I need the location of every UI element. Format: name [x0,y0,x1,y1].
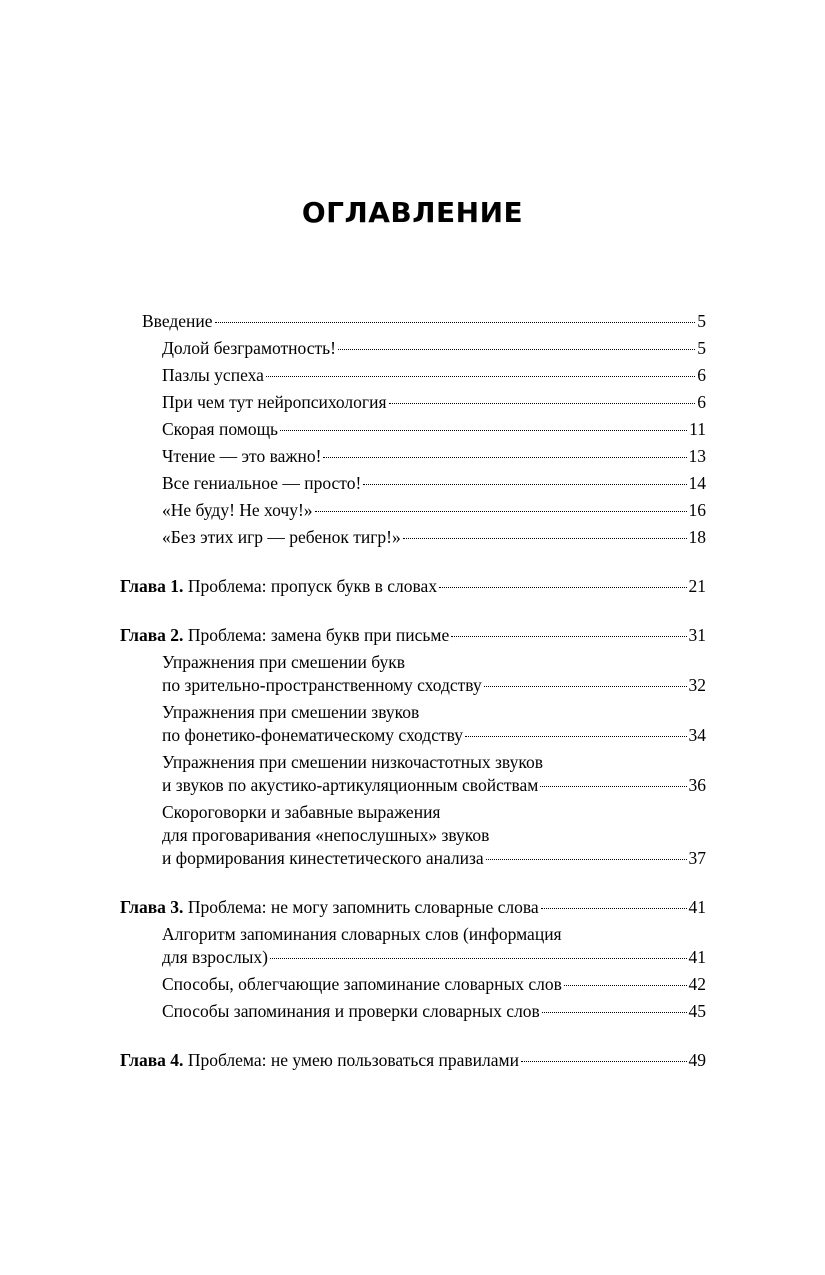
toc-entry-title: При чем тут нейропсихология [162,392,387,412]
dot-leader [541,908,687,909]
dot-leader [389,403,696,404]
toc-entry-line: Упражнения при смешении букв [162,652,406,672]
toc-entry-title: Чтение — это важно! [162,446,322,466]
toc-chapter-4[interactable] [120,1049,706,1072]
toc-entry[interactable] [120,1000,706,1023]
dot-leader [484,686,687,687]
chapter-label: Глава 2. [120,625,184,645]
toc-chapter-3[interactable] [120,896,706,919]
toc-page-number: 5 [697,311,706,331]
toc-page-number: 13 [688,446,706,466]
toc-entry[interactable] [120,526,706,549]
dot-leader [363,484,686,485]
chapter-label: Глава 1. [120,576,184,596]
toc-page-number: 6 [697,365,706,385]
dot-leader [270,958,686,959]
toc-entry[interactable] [120,337,706,360]
toc-entry-line: и формирования кинестетического анализа [162,848,484,868]
toc-entry[interactable] [120,973,706,996]
dot-leader [542,1012,687,1013]
toc-entry[interactable] [120,923,706,969]
toc-entry-title: Скорая помощь [162,419,279,439]
toc-page-number: 32 [688,675,706,695]
chapter-title: Проблема: пропуск букв в словах [187,576,438,596]
toc-page-number: 5 [697,338,706,358]
dot-leader [315,511,687,512]
dot-leader [323,457,686,458]
toc-entry-title: Все гениальное — просто! [162,473,362,493]
toc-entry[interactable] [120,651,706,697]
toc-page-number: 42 [688,974,706,994]
toc-entry-line: Способы запоминания и проверки словарных слов [162,1001,540,1021]
toc-page-number: 36 [688,775,706,795]
chapter-title: Проблема: замена букв при письме [187,625,450,645]
toc-page-number: 18 [688,527,706,547]
toc-entry[interactable] [120,418,706,441]
toc-entry-line: и звуков по акустико-артикуляционным свойствам [162,775,539,795]
toc-entry-line: Способы, облегчающие запоминание словарных слов [162,974,562,994]
dot-leader [465,736,686,737]
dot-leader [564,985,687,986]
toc-page-number: 41 [688,947,706,967]
chapter-title: Проблема: не могу запомнить словарные слова [187,897,539,917]
dot-leader [486,859,687,860]
table-of-contents [120,310,706,1076]
toc-entry-line: для проговаривания «непослушных» звуков [162,825,490,845]
toc-page-number: 16 [688,500,706,520]
toc-page-number: 34 [688,725,706,745]
toc-entry-line: Упражнения при смешении звуков [162,702,420,722]
chapter-title: Проблема: не умею пользоваться правилами [187,1050,519,1070]
dot-leader [439,587,686,588]
toc-entry-line: для взрослых) [162,947,269,967]
toc-entry-title: Пазлы успеха [162,365,264,385]
chapter-label: Глава 4. [120,1050,184,1070]
toc-chapter-2[interactable] [120,624,706,647]
toc-entry-title: Долой безграмотность! [162,338,336,358]
toc-entry-line: по фонетико-фонематическому сходству [162,725,464,745]
toc-page-number: 6 [697,392,706,412]
toc-page-number: 41 [688,897,706,917]
chapter-label: Глава 3. [120,897,184,917]
toc-entry-title: Введение [142,311,213,331]
toc-entry[interactable] [120,701,706,747]
toc-entry-line: Скороговорки и забавные выражения [162,802,441,822]
toc-entry[interactable] [120,472,706,495]
toc-page-number: 49 [688,1050,706,1070]
toc-entry[interactable] [120,391,706,414]
page-title: ОГЛАВЛЕНИЕ [301,196,524,229]
dot-leader [280,430,687,431]
dot-leader [266,376,695,377]
toc-page-number: 11 [689,419,706,439]
toc-entry-line: по зрительно-пространственному сходству [162,675,482,695]
dot-leader [215,322,696,323]
toc-page-number: 14 [688,473,706,493]
dot-leader [403,538,687,539]
toc-entry[interactable] [120,801,706,870]
toc-page-number: 45 [688,1001,706,1021]
toc-page-number: 21 [688,576,706,596]
dot-leader [338,349,695,350]
toc-page-number: 37 [688,848,706,868]
toc-entry-line: Упражнения при смешении низкочастотных звуков [162,752,543,772]
toc-entry[interactable] [120,364,706,387]
toc-page-number: 31 [688,625,706,645]
toc-chapter-1[interactable] [120,575,706,598]
dot-leader [451,636,686,637]
toc-entry-line: Алгоритм запоминания словарных слов (информация [162,924,562,944]
dot-leader [521,1061,687,1062]
toc-entry-intro[interactable] [120,310,706,333]
toc-entry[interactable] [120,499,706,522]
toc-entry-title: «Не буду! Не хочу!» [162,500,313,520]
toc-entry-title: «Без этих игр — ребенок тигр!» [162,527,401,547]
dot-leader [540,786,686,787]
toc-entry[interactable] [120,445,706,468]
toc-entry[interactable] [120,751,706,797]
